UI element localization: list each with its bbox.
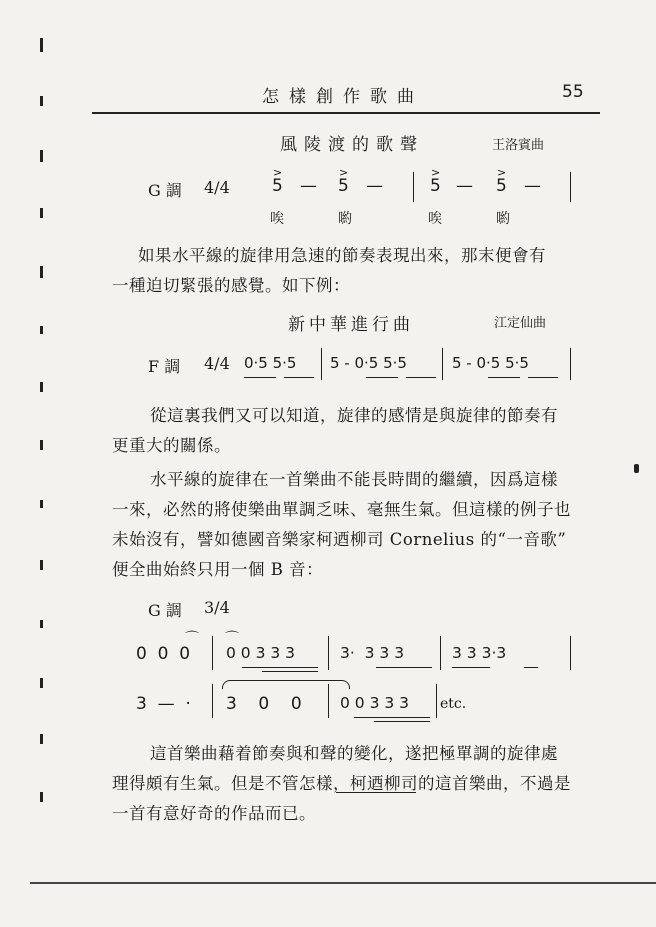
binding-mark: [40, 326, 43, 334]
example2-title: 新中華進行曲: [288, 315, 414, 335]
example2-composer: 江定仙曲: [494, 316, 547, 331]
binding-mark: [40, 678, 43, 688]
beam-underline: [366, 377, 398, 378]
dash: —: [300, 176, 317, 196]
beam-underline: [376, 667, 432, 668]
binding-mark: [40, 150, 43, 162]
barline: [321, 348, 322, 380]
example1-key: G 調: [148, 181, 182, 200]
beam-underline: [528, 377, 558, 378]
beam-underline: [284, 377, 314, 378]
lyric: 唉: [270, 211, 284, 227]
binding-mark: [40, 560, 43, 570]
tie-slur: [222, 680, 350, 689]
example1-time: 4/4: [204, 178, 230, 197]
barline: [570, 172, 571, 202]
binding-mark: [40, 792, 43, 802]
dash: —: [366, 176, 383, 196]
paragraph-line: 水平線的旋律在一首樂曲不能長時間的繼續，因爲這樣: [150, 470, 558, 489]
paragraph-line: 一來，必然的將使樂曲單調乏味、毫無生氣。但這樣的例子也: [112, 500, 571, 519]
dash: —: [456, 176, 473, 196]
barline: [440, 636, 441, 670]
barline: [436, 684, 437, 718]
barline: [328, 684, 329, 718]
fermata-icon: ⌒: [185, 631, 199, 647]
beam-underline: [488, 377, 520, 378]
accent-mark: >: [273, 166, 283, 179]
lyric: 喲: [338, 211, 352, 227]
binding-mark: [40, 440, 43, 450]
barline: [212, 684, 213, 718]
pickup-measure: 0·5 5·5: [244, 354, 297, 372]
measure: 0 0 3 3 3: [226, 644, 296, 662]
note: 5: [272, 176, 283, 196]
paragraph-line: 這首樂曲藉着節奏與和聲的變化，遂把極單調的旋律處: [150, 744, 558, 763]
example1-composer: 王洛賓曲: [492, 138, 545, 153]
underline: [336, 792, 416, 793]
paragraph-line: 如果水平線的旋律用急速的節奏表現出來，那末便會有: [138, 246, 546, 265]
beam-underline: [452, 667, 490, 668]
header-rule: [92, 112, 600, 114]
binding-mark: [40, 38, 43, 52]
running-header-title: 怎樣創作歌曲: [262, 87, 424, 107]
beam-underline: [244, 377, 276, 378]
margin-ink-mark: [634, 464, 639, 473]
dash: —: [524, 176, 541, 196]
example3-key: G 調: [148, 601, 182, 620]
measure: 3 3 3·3: [452, 644, 507, 662]
beam-underline: [354, 717, 430, 718]
note: 5: [430, 176, 441, 196]
fermata-icon: ⌒: [225, 631, 239, 647]
paragraph-line: 一首有意好奇的作品而已。: [112, 804, 316, 823]
page-number: 55: [562, 82, 584, 102]
binding-mark: [40, 620, 43, 628]
beam-underline: [524, 667, 538, 668]
paragraph-line: 一種迫切緊張的感覺。如下例：: [112, 276, 350, 295]
lyric: 唉: [428, 211, 442, 227]
barline: [442, 348, 443, 380]
measure: 0 0 0: [136, 644, 191, 664]
beam-underline: [242, 667, 318, 668]
measure: 3· 3 3 3: [340, 644, 405, 662]
paragraph-line: 理得頗有生氣。但是不管怎樣，柯迺柳司的這首樂曲，不過是: [112, 774, 571, 793]
binding-mark: [40, 208, 43, 218]
measure: 0 0 3 3 3: [340, 694, 410, 712]
beam-underline: [374, 721, 430, 722]
binding-mark: [40, 734, 43, 744]
binding-mark: [40, 500, 43, 508]
barline: [413, 172, 414, 202]
binding-mark: [40, 266, 43, 278]
example2-time: 4/4: [204, 354, 230, 373]
example2-key: F 調: [148, 357, 181, 376]
paragraph-line: 未始沒有，譬如德國音樂家柯迺柳司 Cornelius 的“一音歌”: [112, 530, 567, 549]
barline: [328, 636, 329, 670]
beam-underline: [262, 671, 318, 672]
paragraph-line: 便全曲始終只用一個 B 音：: [112, 560, 324, 579]
barline: [212, 636, 213, 670]
example1-title: 風陵渡的歌聲: [280, 135, 424, 155]
barline: [570, 348, 571, 380]
measure: 3 — ·: [136, 694, 191, 714]
paragraph-line: 從這裏我們又可以知道，旋律的感情是與旋律的節奏有: [150, 406, 558, 425]
bottom-edge-line: [30, 882, 656, 884]
note: 5: [496, 176, 507, 196]
binding-mark: [40, 96, 43, 106]
paragraph-line: 更重大的關係。: [112, 436, 231, 455]
beam-underline: [406, 377, 436, 378]
measure: 5 - 0·5 5·5: [452, 354, 529, 372]
example3-time: 3/4: [204, 598, 230, 617]
measure: 3 0 0: [226, 694, 302, 714]
accent-mark: >: [497, 166, 507, 179]
barline: [570, 636, 571, 670]
accent-mark: >: [431, 166, 441, 179]
binding-mark: [40, 382, 43, 392]
accent-mark: >: [339, 166, 349, 179]
measure: 5 - 0·5 5·5: [330, 354, 407, 372]
etc-marker: etc.: [440, 696, 467, 712]
lyric: 喲: [496, 211, 510, 227]
note: 5: [338, 176, 349, 196]
